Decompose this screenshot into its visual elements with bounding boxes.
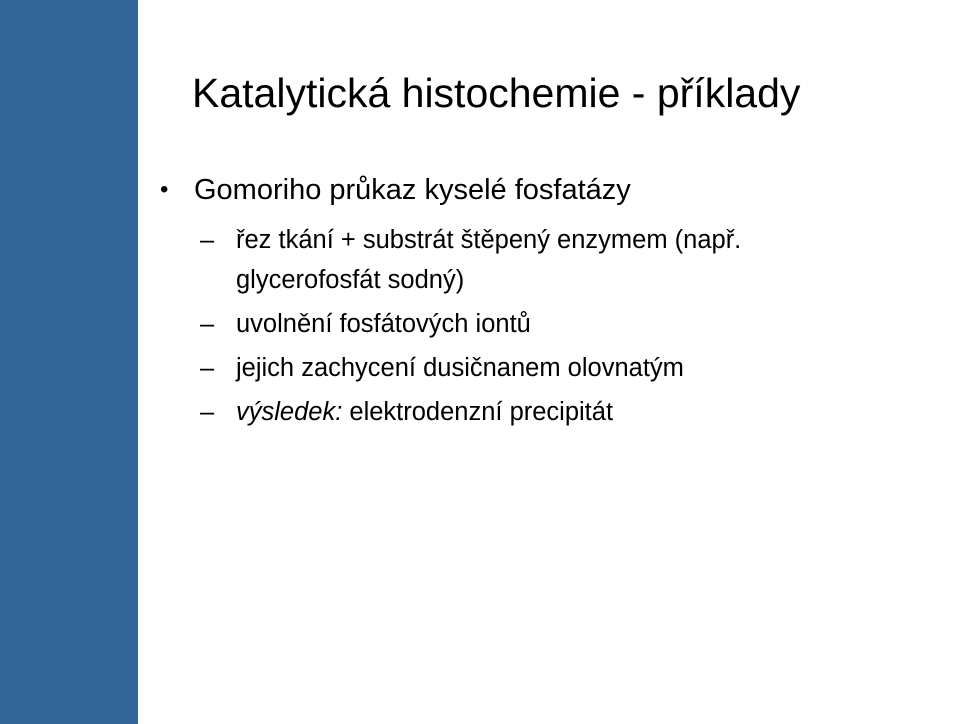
dash-marker: – [200,310,215,338]
sidebar-accent-bar [0,0,138,724]
bullet-item [160,170,940,210]
sub-item-release [160,304,940,344]
sub-item-text-line2: glycerofosfát sodný) [236,266,465,294]
sub-item-text: uvolnění fosfátových iontů [236,310,531,338]
dash-marker: – [200,226,215,254]
bullet-marker: • [160,176,169,203]
sub-item-capture [160,348,940,388]
bullet-text: Gomoriho průkaz kyselé fosfatázy [194,174,631,206]
sub-item-result [160,392,940,432]
sub-item-text: jejich zachycení dusičnanem olovnatým [236,354,684,382]
slide-content [160,170,940,432]
dash-marker: – [200,398,215,426]
result-text: elektrodenzní precipitát [342,398,614,426]
dash-marker: – [200,354,215,382]
sub-item-text-line1: řez tkání + substrát štěpený enzymem (např. [236,226,742,254]
sub-item-result-line [236,392,940,432]
sub-item-substrate [160,220,940,300]
slide-title: Katalytická histochemie - příklady [192,70,801,116]
result-prefix: výsledek: [236,398,343,426]
